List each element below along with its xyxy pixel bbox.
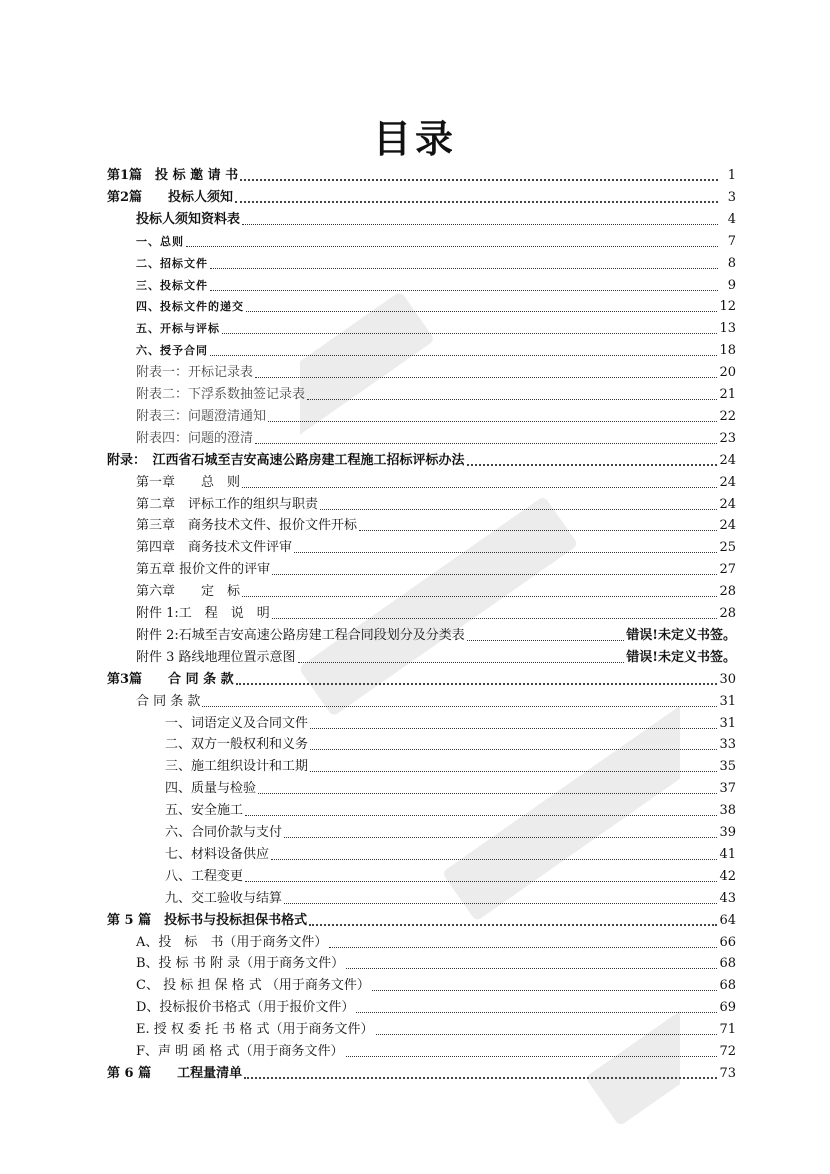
toc-entry-label: 六、合同价款与支付 xyxy=(165,825,283,840)
toc-entry-label: 第2篇 投标人须知 xyxy=(107,189,234,205)
toc-entry[interactable] xyxy=(165,843,736,865)
toc-entry-label: B、投 标 书 附 录（用于商务文件） xyxy=(136,956,345,972)
toc-leader-dots xyxy=(272,574,717,575)
toc-leader-dots xyxy=(268,421,717,422)
toc-leader-dots xyxy=(242,224,718,225)
toc-entry[interactable] xyxy=(165,821,736,843)
toc-entry-page: 28 xyxy=(719,606,736,621)
toc-leader-dots xyxy=(210,268,718,269)
toc-entry-label: 附表二：下浮系数抽签记录表 xyxy=(136,387,306,402)
toc-entry[interactable] xyxy=(165,733,736,755)
toc-entry-page: 68 xyxy=(719,978,736,994)
toc-entry[interactable] xyxy=(136,471,736,493)
toc-entry[interactable] xyxy=(136,558,736,580)
toc-leader-dots xyxy=(271,859,717,860)
toc-entry-page: 25 xyxy=(719,540,736,556)
toc-entry[interactable] xyxy=(136,602,736,624)
toc-leader-dots xyxy=(310,771,717,772)
toc-entry-label: 第 6 篇 工程量清单 xyxy=(107,1065,243,1081)
toc-entry-page: 72 xyxy=(719,1044,736,1059)
toc-entry-label: 合 同 条 款 xyxy=(136,693,201,709)
toc-entry-label: 投标人须知资料表 xyxy=(136,211,241,227)
toc-leader-dots xyxy=(284,903,717,904)
toc-leader-dots xyxy=(244,1077,717,1079)
toc-leader-dots xyxy=(242,487,717,488)
toc-entry-label: 一、词语定义及合同文件 xyxy=(165,715,309,731)
toc-entry[interactable] xyxy=(136,996,736,1018)
toc-entry[interactable] xyxy=(136,580,736,602)
toc-leader-dots xyxy=(376,1034,718,1035)
toc-entry-page: 错误!未定义书签。 xyxy=(626,627,736,643)
toc-entry-label: 七、材料设备供应 xyxy=(165,846,270,862)
toc-entry[interactable] xyxy=(165,865,736,887)
toc-entry-label: 第 5 篇 投标书与投标担保书格式 xyxy=(107,912,308,928)
toc-leader-dots xyxy=(284,837,717,838)
toc-entry-page: 7 xyxy=(727,233,736,249)
toc-entry-label: 附录： 江西省石城至吉安高速公路房建工程施工招标评标办法 xyxy=(107,452,465,468)
toc-entry-label: 第五章 报价文件的评审 xyxy=(136,562,271,578)
toc-entry[interactable] xyxy=(136,974,736,996)
toc-entry-label: 第1篇 投 标 邀 请 书 xyxy=(107,168,239,183)
toc-entry-page: 3 xyxy=(727,189,736,205)
toc-entry-page: 24 xyxy=(719,474,736,490)
toc-entry-page: 33 xyxy=(719,737,736,753)
toc-leader-dots xyxy=(329,947,717,948)
toc-entry-page: 错误!未定义书签。 xyxy=(626,649,736,665)
toc-entry-label: 三、投标文件 xyxy=(136,278,208,292)
toc-entry[interactable] xyxy=(136,931,736,953)
toc-entry-label: 二、招标文件 xyxy=(136,256,208,270)
toc-leader-dots xyxy=(245,815,717,816)
toc-leader-dots xyxy=(467,640,624,641)
toc-entry-label: 二、双方一般权利和义务 xyxy=(165,737,309,753)
toc-entry-label: 一、总则 xyxy=(136,234,184,248)
toc-entry-page: 9 xyxy=(727,277,736,293)
toc-entry[interactable] xyxy=(165,887,736,909)
toc-leader-dots xyxy=(372,990,718,991)
toc-entry-label: A、投 标 书（用于商务文件） xyxy=(136,934,328,950)
toc-leader-dots xyxy=(210,355,717,356)
toc-entry[interactable] xyxy=(136,208,736,230)
toc-entry[interactable] xyxy=(136,690,736,712)
toc-entry[interactable] xyxy=(136,339,736,361)
toc-entry-label: 九、交工验收与结算 xyxy=(165,890,283,906)
toc-entry-page: 37 xyxy=(719,781,736,797)
toc-entry-label: 附表一：开标记录表 xyxy=(136,365,254,381)
toc-leader-dots xyxy=(236,683,718,685)
toc-entry-page: 71 xyxy=(719,1022,736,1038)
toc-entry-label: 四、质量与检验 xyxy=(165,781,257,797)
toc-entry-label: 第3篇 合 同 条 款 xyxy=(107,671,234,687)
toc-entry-label: 三、施工组织设计和工期 xyxy=(165,759,309,775)
toc-entry[interactable] xyxy=(136,646,736,668)
toc-entry-label: 第二章 评标工作的组织与职责 xyxy=(136,496,319,512)
toc-entry[interactable] xyxy=(136,230,736,252)
toc-entry-page: 24 xyxy=(719,518,736,534)
toc-entry[interactable] xyxy=(136,493,736,515)
toc-leader-dots xyxy=(359,530,717,531)
toc-leader-dots xyxy=(298,662,625,663)
toc-entry-label: 第四章 商务技术文件评审 xyxy=(136,540,293,556)
toc-entry[interactable] xyxy=(107,1062,736,1084)
toc-entry[interactable] xyxy=(107,909,736,931)
toc-entry-page: 43 xyxy=(719,890,736,906)
toc-entry-label: C、 投 标 担 保 格 式 （用于商务文件） xyxy=(136,978,370,994)
toc-entry-page: 31 xyxy=(719,715,736,731)
toc-entry-label: 五、安全施工 xyxy=(165,803,244,819)
toc-leader-dots xyxy=(235,201,718,203)
toc-entry[interactable] xyxy=(136,536,736,558)
toc-leader-dots xyxy=(202,706,717,707)
toc-entry-page: 23 xyxy=(719,430,736,446)
toc-entry-page: 38 xyxy=(719,803,736,819)
toc-entry[interactable] xyxy=(136,361,736,383)
toc-entry-label: 六、授予合同 xyxy=(136,344,208,358)
toc-entry[interactable] xyxy=(136,1018,736,1040)
toc-leader-dots xyxy=(294,552,717,553)
toc-entry-page: 12 xyxy=(719,299,736,315)
toc-entry-label: F、声 明 函 格 式（用于商务文件） xyxy=(136,1044,344,1059)
toc-leader-dots xyxy=(245,881,717,882)
toc-leader-dots xyxy=(309,924,717,926)
toc-entry-label: 第六章 定 标 xyxy=(136,584,241,600)
toc-entry[interactable] xyxy=(136,317,736,339)
toc-leader-dots xyxy=(222,333,717,334)
toc-entry[interactable] xyxy=(136,383,736,405)
toc-entry-page: 20 xyxy=(719,365,736,381)
toc-entry[interactable] xyxy=(136,624,736,646)
toc-entry[interactable] xyxy=(107,164,736,186)
toc-entry-page: 66 xyxy=(719,934,736,950)
toc-entry-page: 28 xyxy=(719,584,736,600)
toc-leader-dots xyxy=(346,1056,718,1057)
toc-entry-page: 4 xyxy=(727,211,736,227)
toc-entry[interactable] xyxy=(165,755,736,777)
toc-entry-page: 69 xyxy=(719,1000,736,1016)
toc-entry-page: 24 xyxy=(719,452,736,468)
toc-entry-page: 8 xyxy=(727,255,736,271)
toc-entry[interactable] xyxy=(107,449,736,471)
toc-entry-label: 附件 1:工 程 说 明 xyxy=(136,606,270,621)
toc-leader-dots xyxy=(242,596,717,597)
toc-leader-dots xyxy=(356,1012,717,1013)
toc-leader-dots xyxy=(272,618,718,619)
toc-entry-label: 第三章 商务技术文件、报价文件开标 xyxy=(136,518,358,534)
toc-entry[interactable] xyxy=(165,712,736,734)
toc-leader-dots xyxy=(210,290,718,291)
toc-entry-label: 第一章 总 则 xyxy=(136,474,241,490)
toc-entry[interactable] xyxy=(136,1040,736,1062)
toc-entry-page: 42 xyxy=(719,868,736,884)
toc-leader-dots xyxy=(186,246,718,247)
toc-entry-page: 24 xyxy=(719,496,736,512)
toc-entry-page: 35 xyxy=(719,759,736,775)
toc-entry-page: 18 xyxy=(719,343,736,359)
toc-entry-label: E. 授 权 委 托 书 格 式（用于商务文件） xyxy=(136,1022,374,1038)
toc-entry-page: 64 xyxy=(719,912,736,928)
toc-entry-page: 1 xyxy=(727,168,736,183)
toc-entry-page: 41 xyxy=(719,846,736,862)
toc-leader-dots xyxy=(467,464,718,466)
toc-entry-label: D、投标报价书格式（用于报价文件） xyxy=(136,1000,355,1016)
toc-leader-dots xyxy=(346,968,717,969)
toc-entry-page: 68 xyxy=(719,956,736,972)
toc-entry[interactable] xyxy=(136,274,736,296)
toc-entry-page: 73 xyxy=(719,1065,736,1081)
toc-leader-dots xyxy=(307,399,717,400)
toc-entry[interactable] xyxy=(107,668,736,690)
toc-leader-dots xyxy=(246,311,717,312)
toc-entry-label: 附件 2:石城至吉安高速公路房建工程合同段划分及分类表 xyxy=(136,627,465,643)
toc-entry-label: 八、工程变更 xyxy=(165,868,244,884)
toc-entry-page: 30 xyxy=(719,671,736,687)
toc-entry[interactable] xyxy=(136,514,736,536)
toc-leader-dots xyxy=(320,509,717,510)
toc-entry-page: 39 xyxy=(719,825,736,840)
toc-entry-page: 22 xyxy=(719,408,736,424)
toc-entry-page: 27 xyxy=(719,562,736,578)
toc-leader-dots xyxy=(255,443,717,444)
toc-entry-page: 13 xyxy=(719,321,736,337)
toc-entry[interactable] xyxy=(165,777,736,799)
toc-leader-dots xyxy=(310,728,717,729)
toc-entry-page: 31 xyxy=(719,693,736,709)
toc-entry[interactable] xyxy=(136,952,736,974)
toc-entry[interactable] xyxy=(165,799,736,821)
toc-entry-label: 附表四：问题的澄清 xyxy=(136,430,254,446)
toc-leader-dots xyxy=(258,793,717,794)
toc-leader-dots xyxy=(240,179,718,181)
toc-entry-label: 附件 3 路线地理位置示意图 xyxy=(136,649,296,665)
toc-leader-dots xyxy=(255,377,717,378)
toc-entry[interactable] xyxy=(136,252,736,274)
toc-entry[interactable] xyxy=(136,427,736,449)
toc-entry[interactable] xyxy=(136,295,736,317)
toc-entry-label: 五、开标与评标 xyxy=(136,322,220,336)
page-title: 目录 xyxy=(372,116,457,161)
toc-entry-page: 21 xyxy=(719,387,736,402)
toc-entry[interactable] xyxy=(136,405,736,427)
toc-entry-label: 附表三：问题澄清通知 xyxy=(136,408,267,424)
toc-entry[interactable] xyxy=(107,186,736,208)
toc-entry-label: 四、投标文件的递交 xyxy=(136,300,244,314)
toc-leader-dots xyxy=(310,749,717,750)
